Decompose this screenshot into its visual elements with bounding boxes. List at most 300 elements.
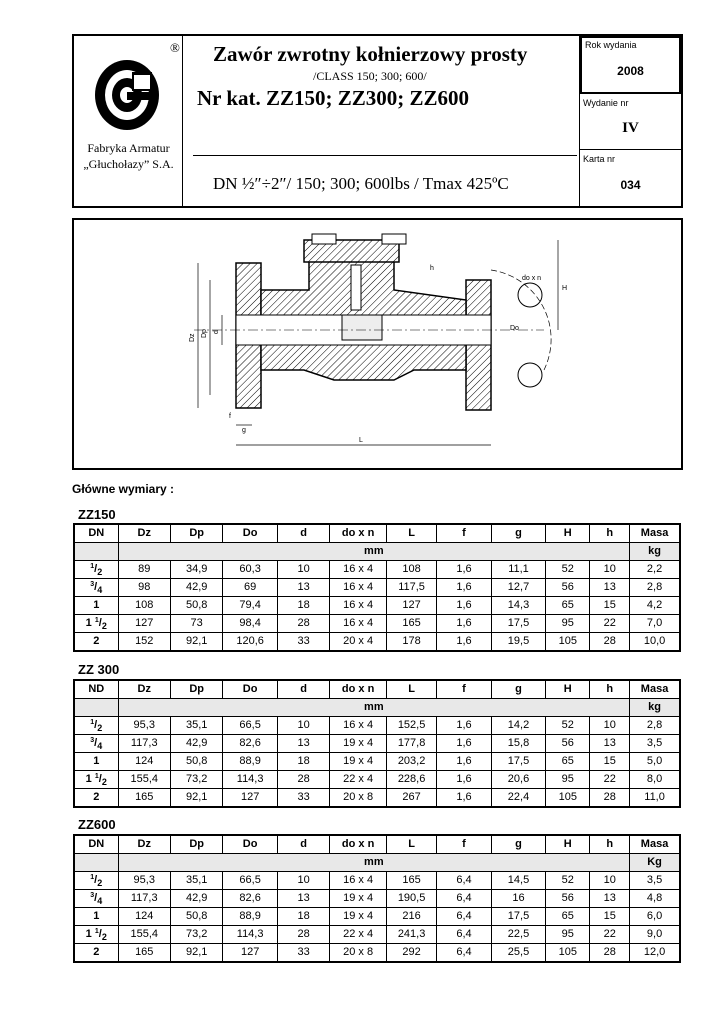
dn-denominator: 4 <box>97 896 103 907</box>
table-cell: 127 <box>223 944 278 963</box>
table-cell: 13 <box>277 735 329 753</box>
table-cell: 1,6 <box>437 597 492 615</box>
table-cell: 33 <box>277 789 329 808</box>
table-cell: 16 x 4 <box>330 579 387 597</box>
table-cell: 292 <box>386 944 436 963</box>
table-cell: 52 <box>546 717 590 735</box>
dn-denominator: 4 <box>97 585 103 596</box>
table-cell: 56 <box>546 890 590 908</box>
header-block <box>72 34 683 208</box>
table-cell: 18 <box>277 753 329 771</box>
dn-numerator: 3 <box>90 737 95 744</box>
table-cell: 89 <box>118 561 170 579</box>
table-cell: 22 <box>590 615 630 633</box>
label-do: Do <box>510 325 519 332</box>
table-cell: 60,3 <box>223 561 278 579</box>
table-cell: 98 <box>118 579 170 597</box>
table-cell: 28 <box>277 926 329 944</box>
table-cell: 56 <box>546 579 590 597</box>
meta-cell <box>580 36 681 206</box>
catalog-number: Nr kat. ZZ150; ZZ300; ZZ600 <box>197 86 470 110</box>
column-header: Do <box>223 835 278 854</box>
header-row <box>74 680 680 699</box>
column-header: Dz <box>118 524 170 543</box>
table-cell: 28 <box>277 771 329 789</box>
table-cell: 22 x 4 <box>330 926 387 944</box>
table-cell: 1,6 <box>437 633 492 652</box>
table-cell: 95,3 <box>118 717 170 735</box>
table-cell: 190,5 <box>386 890 436 908</box>
dn-numerator: 3 <box>90 581 95 588</box>
table-cell: 108 <box>386 561 436 579</box>
table-cell: 165 <box>386 872 436 890</box>
column-header: ND <box>74 680 118 699</box>
column-header: DN <box>74 524 118 543</box>
dn-numerator: 1 <box>90 719 95 726</box>
bolt-hole-bottom <box>518 363 542 387</box>
table-cell: 65 <box>546 753 590 771</box>
table-cell: 4,2 <box>630 597 680 615</box>
table-title-zz150: ZZ150 <box>78 507 116 522</box>
nominal-size-cell <box>74 597 118 615</box>
table-cell: 124 <box>118 753 170 771</box>
table-title-zz300: ZZ 300 <box>78 662 120 677</box>
table-cell: 8,0 <box>630 771 680 789</box>
table-cell: 3,5 <box>630 735 680 753</box>
column-header: L <box>386 835 436 854</box>
table-cell: 42,9 <box>170 579 222 597</box>
nominal-size-cell: 1 $^1/_2$ <box>74 771 118 789</box>
table-cell: 16 x 4 <box>330 561 387 579</box>
class-line: /CLASS 150; 300; 600/ <box>313 69 427 83</box>
table-cell: 2,8 <box>630 579 680 597</box>
table-cell: 1,6 <box>437 735 492 753</box>
column-header: H <box>546 680 590 699</box>
table-cell: 92,1 <box>170 944 222 963</box>
table-cell: 1,6 <box>437 753 492 771</box>
unit-mm: mm <box>118 543 630 561</box>
table-cell: 17,5 <box>491 753 546 771</box>
card-value: 034 <box>620 178 641 192</box>
table-cell: 16 x 4 <box>330 597 387 615</box>
table-cell: 127 <box>386 597 436 615</box>
table-cell: 13 <box>590 735 630 753</box>
table-cell: 14,5 <box>491 872 546 890</box>
column-header: g <box>491 680 546 699</box>
table-cell: 105 <box>546 789 590 808</box>
dn-denominator: 2 <box>101 932 107 943</box>
spec-line: DN ½″÷2″/ 150; 300; 600lbs / Tmax 425ºC <box>213 174 509 193</box>
table-cell: 35,1 <box>170 872 222 890</box>
table-cell: 22,4 <box>491 789 546 808</box>
logo-cell <box>74 36 183 206</box>
dn-denominator: 4 <box>97 741 103 752</box>
company-name <box>74 140 183 172</box>
header-row <box>74 835 680 854</box>
dn-whole: 1 <box>93 910 100 922</box>
table-cell: 4,8 <box>630 890 680 908</box>
column-header: Dp <box>170 524 222 543</box>
column-header: h <box>590 835 630 854</box>
nominal-size-cell: 1 $^1/_2$ <box>74 615 118 633</box>
title-divider <box>193 155 577 156</box>
nominal-size-cell: $^3/_4$ <box>74 890 118 908</box>
table-cell: 6,4 <box>437 926 492 944</box>
table-cell: 66,5 <box>223 872 278 890</box>
table-cell: 13 <box>590 890 630 908</box>
unit-mm: mm <box>118 699 630 717</box>
column-header: Masa <box>630 835 680 854</box>
bolt-right <box>382 234 406 244</box>
table-cell: 6,4 <box>437 944 492 963</box>
table-cell: 19,5 <box>491 633 546 652</box>
column-header: Dz <box>118 680 170 699</box>
table-cell: 20 x 4 <box>330 633 387 652</box>
unit-mass: kg <box>630 699 680 717</box>
column-header: g <box>491 524 546 543</box>
nominal-size-cell: $^3/_4$ <box>74 579 118 597</box>
table-cell: 22 <box>590 771 630 789</box>
table-cell: 22 <box>590 926 630 944</box>
edition-label: Wydanie nr <box>583 98 629 108</box>
table-cell: 22,5 <box>491 926 546 944</box>
table-cell: 241,3 <box>386 926 436 944</box>
table-cell: 203,2 <box>386 753 436 771</box>
nominal-size-cell: $^3/_4$ <box>74 735 118 753</box>
bolt-hole-top <box>518 283 542 307</box>
table-cell: 50,8 <box>170 753 222 771</box>
column-header: Do <box>223 524 278 543</box>
column-header: do x n <box>330 524 387 543</box>
table-cell: 10 <box>590 717 630 735</box>
table-cell: 165 <box>118 789 170 808</box>
table-cell: 95 <box>546 926 590 944</box>
table-row <box>74 890 680 908</box>
dimensions-table-zz600 <box>73 834 681 963</box>
header-row <box>74 524 680 543</box>
table-cell: 117,3 <box>118 735 170 753</box>
table-cell: 73,2 <box>170 926 222 944</box>
table-cell: 16 x 4 <box>330 872 387 890</box>
table-cell: 92,1 <box>170 789 222 808</box>
table-cell: 120,6 <box>223 633 278 652</box>
column-header: f <box>437 524 492 543</box>
table-cell: 9,0 <box>630 926 680 944</box>
column-header: f <box>437 835 492 854</box>
label-g: g <box>242 427 246 434</box>
table-cell: 52 <box>546 561 590 579</box>
table-cell: 13 <box>277 579 329 597</box>
table-cell: 117,3 <box>118 890 170 908</box>
dn-numerator: 1 <box>90 874 95 881</box>
dn-whole: 2 <box>93 946 100 958</box>
column-header: Dz <box>118 835 170 854</box>
table-row <box>74 597 680 615</box>
year-label: Rok wydania <box>585 40 637 50</box>
nominal-size-cell: $^1/_2$ <box>74 872 118 890</box>
table-row <box>74 561 680 579</box>
nominal-size-cell: $^1/_2$ <box>74 561 118 579</box>
label-dp: Dp <box>201 329 208 338</box>
dn-whole: 1 <box>85 928 92 940</box>
table-cell: 16 <box>491 890 546 908</box>
label-f: f <box>229 413 231 420</box>
company-line-1: Fabryka Armatur <box>87 141 170 155</box>
table-cell: 22 x 4 <box>330 771 387 789</box>
nominal-size-cell <box>74 789 118 808</box>
table-cell: 10,0 <box>630 633 680 652</box>
table-cell: 56 <box>546 735 590 753</box>
table-cell: 2,8 <box>630 717 680 735</box>
bolt-left <box>312 234 336 244</box>
table-cell: 19 x 4 <box>330 753 387 771</box>
unit-empty-cell <box>74 699 118 717</box>
edition-box <box>580 94 681 150</box>
label-l: L <box>359 437 363 444</box>
table-cell: 1,6 <box>437 717 492 735</box>
nominal-size-cell <box>74 908 118 926</box>
table-cell: 65 <box>546 908 590 926</box>
table-cell: 19 x 4 <box>330 908 387 926</box>
table-row <box>74 633 680 652</box>
column-header: f <box>437 680 492 699</box>
dn-denominator: 2 <box>97 878 103 889</box>
dn-numerator: 1 <box>94 773 99 780</box>
table-cell: 11,1 <box>491 561 546 579</box>
table-cell: 73,2 <box>170 771 222 789</box>
table-cell: 33 <box>277 944 329 963</box>
column-header: Do <box>223 680 278 699</box>
table-cell: 127 <box>118 615 170 633</box>
unit-row <box>74 854 680 872</box>
table-cell: 69 <box>223 579 278 597</box>
table-cell: 1,6 <box>437 579 492 597</box>
table-cell: 42,9 <box>170 890 222 908</box>
table-cell: 35,1 <box>170 717 222 735</box>
table-cell: 1,6 <box>437 561 492 579</box>
unit-empty-cell <box>74 854 118 872</box>
table-cell: 19 x 4 <box>330 890 387 908</box>
column-header: H <box>546 524 590 543</box>
table-cell: 15 <box>590 753 630 771</box>
nominal-size-cell <box>74 753 118 771</box>
table-cell: 155,4 <box>118 771 170 789</box>
table-cell: 117,5 <box>386 579 436 597</box>
table-cell: 88,9 <box>223 908 278 926</box>
table-cell: 88,9 <box>223 753 278 771</box>
table-cell: 108 <box>118 597 170 615</box>
dn-denominator: 2 <box>101 621 107 632</box>
table-cell: 216 <box>386 908 436 926</box>
table-cell: 28 <box>590 944 630 963</box>
table-cell: 18 <box>277 908 329 926</box>
table-cell: 33 <box>277 633 329 652</box>
table-cell: 16 x 4 <box>330 615 387 633</box>
registered-mark: ® <box>170 40 180 55</box>
table-cell: 14,2 <box>491 717 546 735</box>
table-cell: 73 <box>170 615 222 633</box>
disc <box>342 315 382 340</box>
table-cell: 14,3 <box>491 597 546 615</box>
stem <box>351 265 361 310</box>
label-h-small: h <box>430 265 434 272</box>
table-cell: 12,7 <box>491 579 546 597</box>
column-header: do x n <box>330 835 387 854</box>
column-header: L <box>386 680 436 699</box>
table-cell: 124 <box>118 908 170 926</box>
dn-whole: 1 <box>85 773 92 785</box>
column-header: L <box>386 524 436 543</box>
year-value: 2008 <box>617 64 644 78</box>
table-row <box>74 926 680 944</box>
table-cell: 5,0 <box>630 753 680 771</box>
technical-drawing-frame <box>72 218 683 470</box>
column-header: h <box>590 680 630 699</box>
dn-numerator: 1 <box>90 563 95 570</box>
table-row <box>74 579 680 597</box>
dn-whole: 1 <box>93 599 100 611</box>
column-header: h <box>590 524 630 543</box>
table-cell: 92,1 <box>170 633 222 652</box>
table-cell: 50,8 <box>170 597 222 615</box>
table-cell: 25,5 <box>491 944 546 963</box>
table-cell: 177,8 <box>386 735 436 753</box>
document-title: Zawór zwrotny kołnierzowy prosty <box>213 42 528 66</box>
table-row <box>74 771 680 789</box>
table-row <box>74 944 680 963</box>
table-cell: 7,0 <box>630 615 680 633</box>
table-cell: 105 <box>546 633 590 652</box>
company-line-2: „Głuchołazy” S.A. <box>83 157 174 171</box>
column-header: d <box>277 524 329 543</box>
table-cell: 6,4 <box>437 890 492 908</box>
dn-whole: 2 <box>93 635 100 647</box>
dn-whole: 1 <box>93 755 100 767</box>
table-cell: 2,2 <box>630 561 680 579</box>
table-cell: 114,3 <box>223 926 278 944</box>
card-label: Karta nr <box>583 154 616 164</box>
table-cell: 65 <box>546 597 590 615</box>
table-cell: 6,4 <box>437 908 492 926</box>
column-header: Masa <box>630 524 680 543</box>
table-cell: 20 x 8 <box>330 789 387 808</box>
table-cell: 10 <box>590 872 630 890</box>
table-cell: 105 <box>546 944 590 963</box>
column-header: d <box>277 835 329 854</box>
table-cell: 15 <box>590 908 630 926</box>
column-header: Dp <box>170 680 222 699</box>
column-header: g <box>491 835 546 854</box>
table-cell: 15 <box>590 597 630 615</box>
dn-numerator: 1 <box>94 617 99 624</box>
table-cell: 52 <box>546 872 590 890</box>
table-cell: 66,5 <box>223 717 278 735</box>
dn-denominator: 2 <box>101 777 107 788</box>
table-cell: 13 <box>277 890 329 908</box>
table-title-zz600: ZZ600 <box>78 817 116 832</box>
table-cell: 6,0 <box>630 908 680 926</box>
dn-whole: 1 <box>85 617 92 629</box>
table-row <box>74 789 680 808</box>
unit-empty-cell <box>74 543 118 561</box>
table-cell: 95,3 <box>118 872 170 890</box>
year-box <box>580 36 681 94</box>
table-cell: 11,0 <box>630 789 680 808</box>
table-cell: 1,6 <box>437 615 492 633</box>
column-header: do x n <box>330 680 387 699</box>
table-cell: 152,5 <box>386 717 436 735</box>
valve-cross-section-drawing <box>74 220 681 468</box>
unit-mass: kg <box>630 543 680 561</box>
unit-row <box>74 699 680 717</box>
table-cell: 10 <box>590 561 630 579</box>
dn-numerator: 3 <box>90 892 95 899</box>
table-row <box>74 872 680 890</box>
table-cell: 1,6 <box>437 771 492 789</box>
table-cell: 165 <box>118 944 170 963</box>
label-d: d <box>213 330 220 334</box>
table-cell: 127 <box>223 789 278 808</box>
label-doxn: do x n <box>522 275 542 282</box>
dimensions-table-zz300 <box>73 679 681 808</box>
table-cell: 114,3 <box>223 771 278 789</box>
table-cell: 79,4 <box>223 597 278 615</box>
nominal-size-cell: $^1/_2$ <box>74 717 118 735</box>
column-header: H <box>546 835 590 854</box>
table-row <box>74 717 680 735</box>
table-cell: 42,9 <box>170 735 222 753</box>
table-cell: 165 <box>386 615 436 633</box>
table-cell: 98,4 <box>223 615 278 633</box>
column-header: d <box>277 680 329 699</box>
table-row <box>74 908 680 926</box>
table-cell: 16 x 4 <box>330 717 387 735</box>
card-box <box>580 150 681 206</box>
nominal-size-cell: 1 $^1/_2$ <box>74 926 118 944</box>
unit-row <box>74 543 680 561</box>
dn-whole: 2 <box>93 791 100 803</box>
table-cell: 19 x 4 <box>330 735 387 753</box>
label-h-big: H <box>562 285 568 292</box>
title-cell <box>183 36 580 206</box>
company-logo-icon <box>94 58 160 132</box>
table-cell: 28 <box>277 615 329 633</box>
column-header: DN <box>74 835 118 854</box>
table-cell: 28 <box>590 789 630 808</box>
dimensions-table-zz150 <box>73 523 681 652</box>
unit-mm: mm <box>118 854 630 872</box>
table-cell: 17,5 <box>491 908 546 926</box>
table-cell: 82,6 <box>223 735 278 753</box>
table-cell: 50,8 <box>170 908 222 926</box>
unit-mass: Kg <box>630 854 680 872</box>
table-cell: 178 <box>386 633 436 652</box>
table-row <box>74 753 680 771</box>
table-cell: 10 <box>277 872 329 890</box>
table-cell: 1,6 <box>437 789 492 808</box>
table-cell: 10 <box>277 561 329 579</box>
column-header: Dp <box>170 835 222 854</box>
table-cell: 34,9 <box>170 561 222 579</box>
table-cell: 6,4 <box>437 872 492 890</box>
main-dimensions-label: Główne wymiary : <box>72 482 175 496</box>
table-cell: 82,6 <box>223 890 278 908</box>
table-cell: 15,8 <box>491 735 546 753</box>
column-header: Masa <box>630 680 680 699</box>
bolt-circle-arc <box>491 270 551 370</box>
table-cell: 13 <box>590 579 630 597</box>
table-cell: 18 <box>277 597 329 615</box>
